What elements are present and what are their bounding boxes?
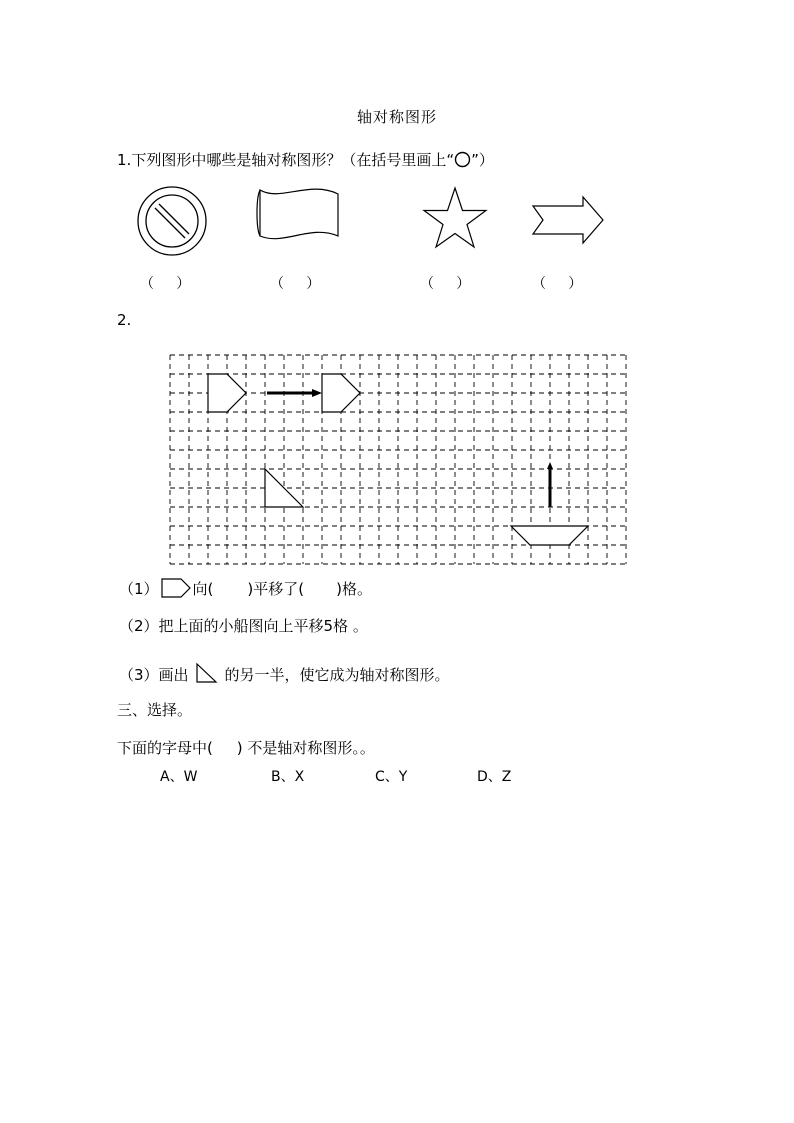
sub-question-3-text: 的另一半，使它成为轴对称图形。 [224, 666, 450, 684]
banner-flag-icon [256, 186, 342, 246]
option-b[interactable]: B、X [271, 769, 305, 785]
sub-question-3-number: （3）画出 [119, 666, 189, 684]
sub-question-1-text-c: )格。 [336, 580, 372, 598]
dashed-grid [170, 355, 626, 564]
no-entry-sign-icon [136, 185, 208, 257]
pentagon-inline-icon [161, 578, 191, 598]
boat-flag-tip [547, 462, 553, 469]
small-circle-icon [454, 151, 471, 168]
question-1-number: 1. [117, 151, 132, 169]
question-2-number: 2. [117, 311, 132, 329]
question-1-prompt-end: ”） [471, 151, 494, 169]
sub-question-1-text-a: 向( [192, 580, 214, 598]
translation-arrow-head [312, 389, 322, 397]
option-d[interactable]: D、Z [477, 769, 512, 785]
sub-question-3 [119, 658, 450, 685]
question-1 [117, 148, 494, 170]
answer-blank-1[interactable]: （ ） [140, 276, 191, 292]
answer-blank-4[interactable]: （ ） [532, 276, 583, 292]
sub-question-2: （2）把上面的小船图向上平移5格 。 [119, 617, 368, 635]
pentagon-shape-original [208, 374, 246, 412]
arrow-right-icon [531, 196, 605, 246]
sub-question-1 [119, 574, 372, 599]
star-icon [421, 186, 489, 250]
sub-question-1-number: （1） [119, 580, 159, 598]
sub-question-1-text-b: )平移了( [247, 580, 305, 598]
boat-hull [511, 526, 588, 545]
pentagon-shape-moved [322, 374, 360, 412]
answer-blank-2[interactable]: （ ） [270, 276, 321, 292]
option-c[interactable]: C、Y [375, 769, 408, 785]
answer-blank-3[interactable]: （ ） [420, 276, 471, 292]
option-a[interactable]: A、W [160, 769, 198, 785]
section-3-heading: 三、选择。 [117, 701, 193, 719]
question-1-prompt: 下列图形中哪些是轴对称图形？（在括号里画上“ [131, 151, 455, 169]
half-triangle-inline-icon [195, 662, 219, 684]
page-title: 轴对称图形 [356, 108, 437, 126]
section-3-question: 下面的字母中( ) 不是轴对称图形。。 [117, 739, 375, 757]
